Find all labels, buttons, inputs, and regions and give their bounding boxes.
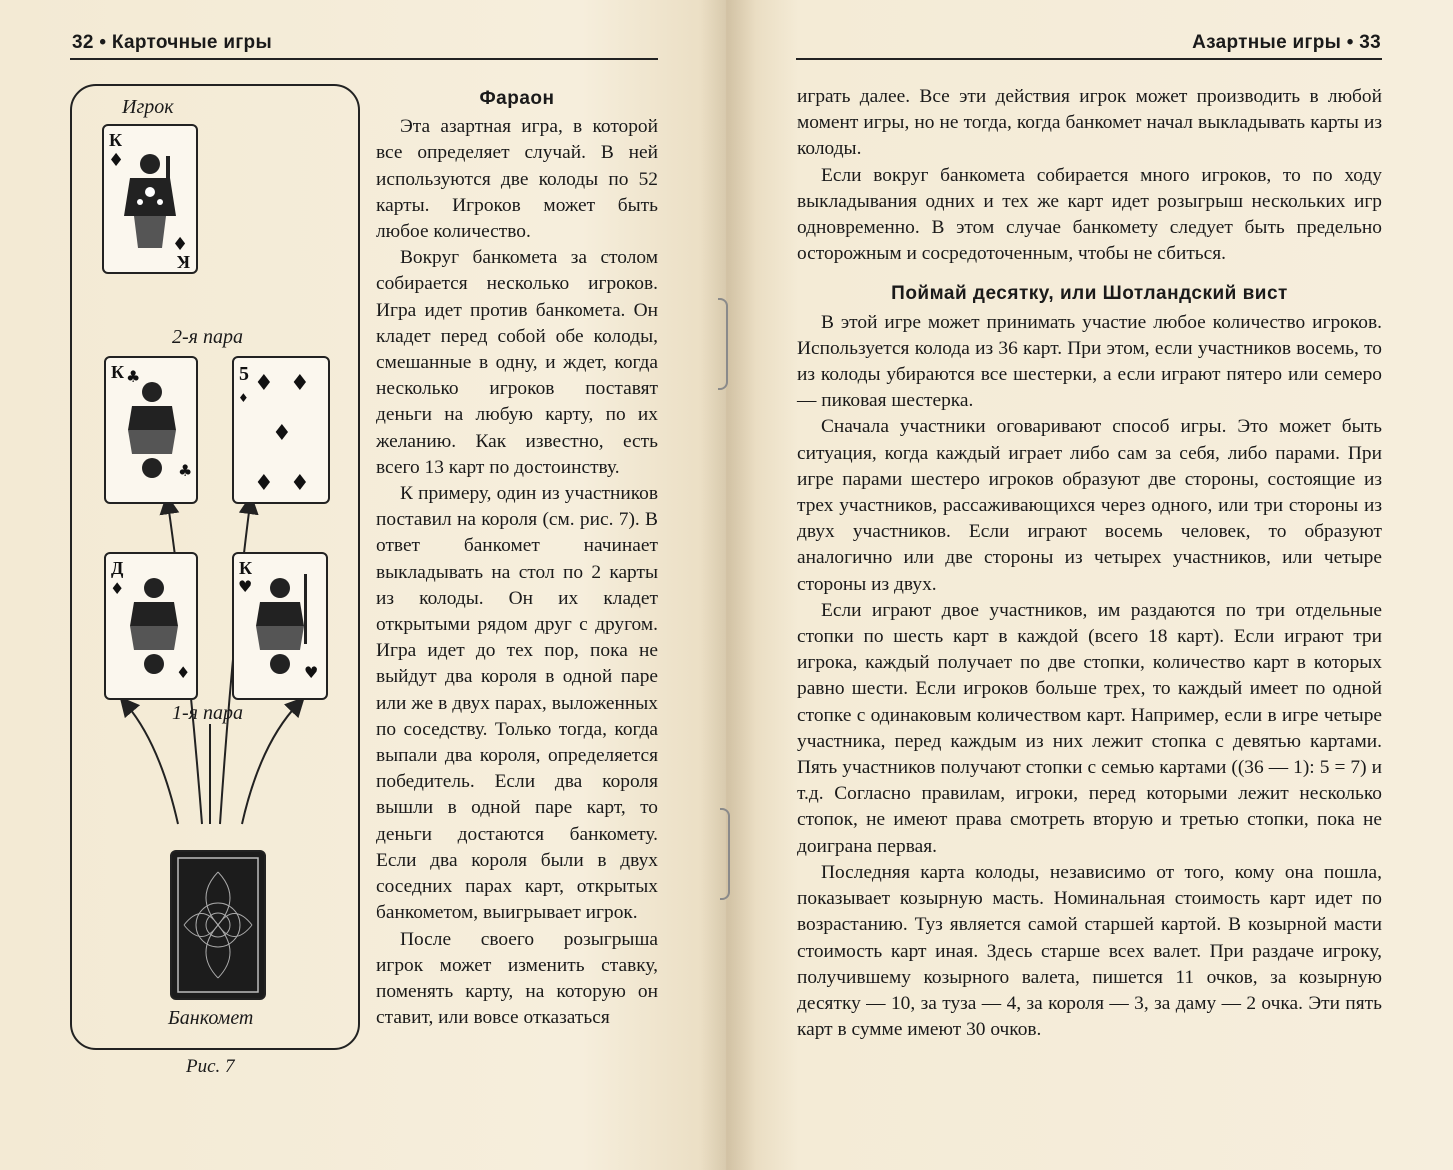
paragraph: Последняя карта колоды, независимо от того, кому она пошла, показывает козырную масть. Номинальная стоимость карт идет по возрастанию. Туз является самой старшей картой. В козырной масти стоимость карт иная. Здесь старше всех валет. При раздаче игроку, получившему козырного валета, пишется 11 очков, за козырную десятку — 10, за туза — 4, за короля — 3, за даму — 2 очка. Эти пять карт в сумме имеют 30 очков.: [797, 861, 1382, 1041]
book-gutter: [700, 0, 756, 1170]
card-suit-bottom: ♣: [178, 461, 193, 480]
card-deck-back: [170, 850, 266, 1000]
card-rank: К: [111, 362, 125, 382]
paragraph: После своего розыгрыша игрок может изменить ставку, поменять карту, на которую он ставит, или вовсе отказаться: [376, 928, 658, 1029]
label-pair-1: 1-я пара: [172, 702, 243, 724]
staple-bottom: [720, 808, 730, 900]
card-king-of-clubs: [104, 356, 198, 504]
left-running-header: 32 • Карточные игры: [72, 32, 272, 53]
card-suit: ♥: [238, 577, 253, 596]
left-header-rule: [70, 58, 658, 60]
pip: ♦: [290, 471, 310, 496]
card-king-of-hearts: [232, 552, 328, 700]
paragraph: Вокруг банкомета за столом собирается несколько игроков. Игра идет против банкомета. Он кладет перед собой обе колоды, смешанные в одну, и ждет, когда несколько игроков поставят деньги на любую карту, по их желанию. Как известно, есть всего 13 карт по достоинству.: [376, 247, 658, 478]
paragraph: Сначала участники оговаривают способ игры. Это может быть ситуация, когда каждый играет либо сам за себя, либо парами. При игре парами шестеро игроков образуют две стороны, состоящие из трех участников, рассаживающихся через одного, или три стороны из двух участников. Если играют восемь человек, то образуют аналогично или две стороны из четырех участников, или четыре стороны из двух.: [797, 416, 1382, 595]
card-suit: ♦: [110, 579, 125, 598]
card-rank: К: [109, 130, 123, 150]
card-king-of-diamonds-player: [102, 124, 198, 274]
card-suit-bottom: ♦: [176, 663, 191, 682]
pip: ♦: [254, 371, 274, 396]
section-title-scottish-whist: Поймай десятку, или Шотландский вист: [891, 283, 1288, 305]
pip: ♦: [254, 471, 274, 496]
paragraph: Эта азартная игра, в которой все определяет случай. В ней используются две колоды по 52 карты. Игроков может быть любое количество.: [376, 116, 658, 243]
label-banker: Банкомет: [168, 1007, 254, 1029]
card-rank: 5: [239, 363, 249, 385]
card-five-of-diamonds: [232, 356, 330, 504]
label-pair-2: 2-я пара: [172, 326, 243, 348]
card-suit-small: ♦: [238, 391, 249, 405]
paragraph: Если играют двое участников, им раздаются по три отдельные стопки по шесть карт в каждой (всего 18 карт). Если играют три игрока, каждый получает по две стопки, количество карт в которых равно шести. Если игроков больше трех, то каждый имеет по одной стопке с одинаковым количеством карт. Например, если в игре четыре участника, перед каждым из них лежит стопка с девятью картами. Пять участников получают стопки с семью картами ((36 — 1): 5 = 7) и т.д. Согласно правилам, игроки, перед которыми лежит несколько стопок, не имеют права смотреть вторую и третью стопки, пока не доиграна первая.: [797, 599, 1382, 857]
card-rank: Д: [111, 558, 124, 578]
figure-caption: Рис. 7: [186, 1056, 235, 1077]
card-suit-bottom: ♦: [172, 234, 189, 255]
card-rank: К: [239, 558, 253, 578]
card-suit: ♦: [108, 150, 125, 171]
card-queen-of-diamonds: [104, 552, 198, 700]
card-rank-bottom: К: [176, 252, 190, 272]
pip: ♦: [272, 421, 292, 446]
pip: ♦: [290, 371, 310, 396]
card-suit: ♣: [126, 367, 141, 386]
right-text-column: [797, 84, 1382, 1043]
right-header-rule: [796, 58, 1382, 60]
label-player: Игрок: [122, 96, 174, 118]
paragraph: играть далее. Все эти действия игрок может производить в любой момент игры, но не тогда, когда банкомет начал выкладывать карты из колоды.: [797, 86, 1382, 160]
left-text-column: [376, 86, 658, 1031]
paragraph: К примеру, один из участников поставил на короля (см. рис. 7). В ответ банкомет начинает выкладывать на стол по 2 карты из колоды. Он их кладет открытыми рядом друг с другом. Игра идет до тех пор, пока не выйдут два короля в одной паре или же в двух парах, выложенных по соседству. Только тогда, когда выпали два короля, определяется победитель. Если два короля вышли в одной паре карт, то деньги достаются банкомету. Если два короля были в двух соседних парах карт, открытых банкометом, выигрывает игрок.: [376, 483, 658, 924]
paragraph: Если вокруг банкомета собирается много игроков, то по ходу выкладывания одних и тех же карт идет розыгрыш нескольких игр одновременно. В этом случае банкомету следует быть предельно осторожным и сосредоточенным, чтобы не сбиться.: [797, 164, 1382, 265]
card-suit-bottom: ♥: [304, 663, 319, 682]
paragraph: В этой игре может принимать участие любое количество игроков. Используется колода из 36 карт. При этом, если участников восемь, то из колоды убираются все шестерки, а если играют пятеро или семеро — пиковая шестерка.: [797, 311, 1382, 412]
staple-top: [718, 298, 728, 390]
right-running-header: Азартные игры • 33: [1192, 32, 1381, 53]
section-title-faraon: Фараон: [479, 88, 555, 109]
